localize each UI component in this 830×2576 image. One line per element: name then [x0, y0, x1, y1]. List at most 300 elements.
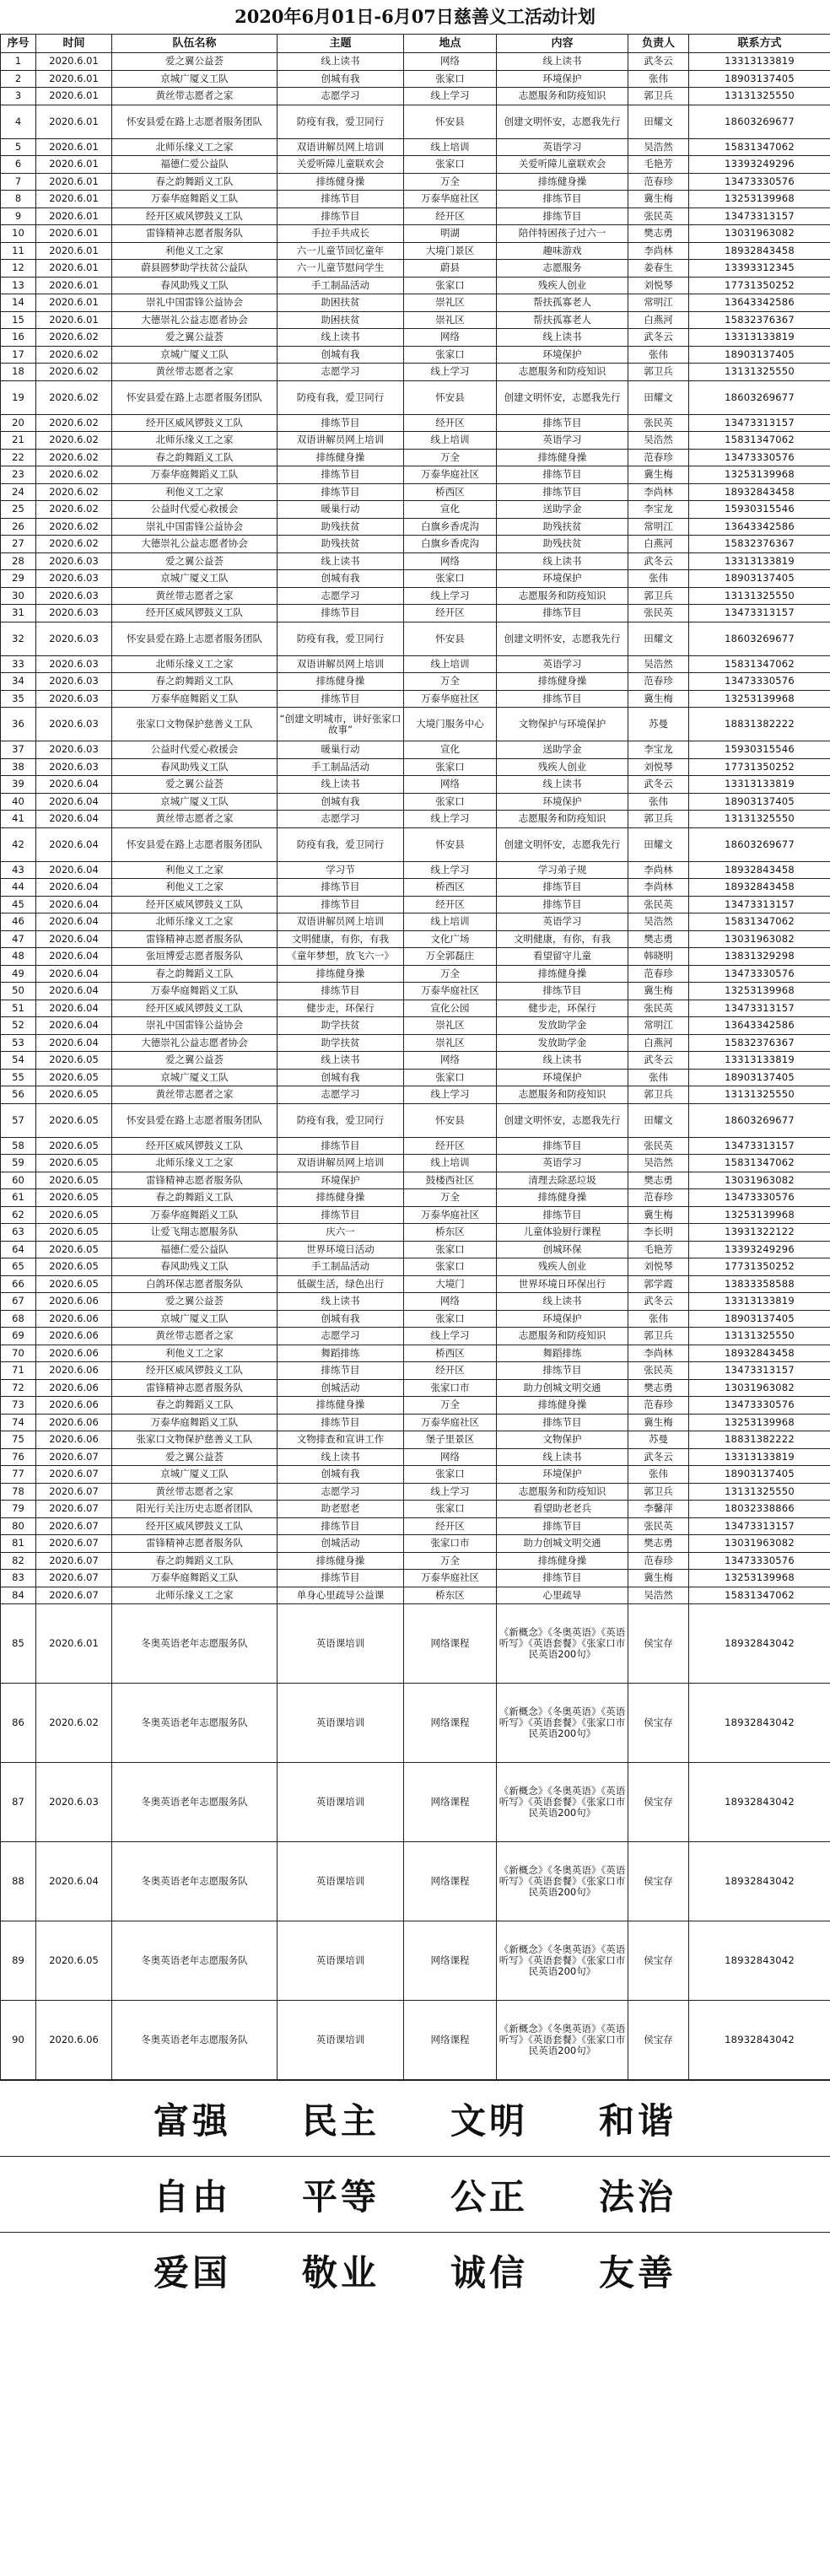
cell-content: 线上读书 [497, 1448, 628, 1466]
cell-location: 万全郭磊庄 [404, 948, 497, 966]
cell-phone: 18932843458 [689, 861, 830, 879]
cell-phone: 18932843458 [689, 1345, 830, 1362]
table-row [1, 758, 830, 776]
cell-phone: 13473330576 [689, 673, 830, 691]
cell-index: 16 [1, 329, 36, 347]
cell-theme: 单身心里疏导公益课 [278, 1587, 404, 1604]
cell-index: 8 [1, 191, 36, 208]
cell-phone: 13833358588 [689, 1275, 830, 1293]
cell-phone: 15831347062 [689, 138, 830, 156]
table-row [1, 1448, 830, 1466]
cell-content: 环境保护 [497, 1466, 628, 1484]
table-row [1, 173, 830, 191]
cell-index: 40 [1, 793, 36, 811]
cell-team: 利他义工之家 [112, 1345, 278, 1362]
cell-team: 怀安县爱在路上志愿者服务团队 [112, 1103, 278, 1137]
cell-leader: 范春珍 [628, 965, 689, 983]
cell-content: 残疾人创业 [497, 758, 628, 776]
cell-date: 2020.6.01 [36, 173, 112, 191]
cell-leader: 吴浩然 [628, 1587, 689, 1604]
cell-team: 公益时代爱心救援会 [112, 501, 278, 519]
table-row [1, 948, 830, 966]
table-row [1, 1258, 830, 1276]
table-row [1, 466, 830, 484]
cell-theme: 环境保护 [278, 1172, 404, 1189]
table-row [1, 776, 830, 794]
table-row [1, 622, 830, 655]
table-row [1, 1189, 830, 1207]
cell-index: 34 [1, 673, 36, 691]
cell-content: 英语学习 [497, 655, 628, 673]
cell-team: 北师乐缘义工之家 [112, 1587, 278, 1604]
cell-team: 利他义工之家 [112, 861, 278, 879]
table-row [1, 1501, 830, 1518]
core-value-word: 诚信 [450, 2252, 528, 2293]
cell-leader: 张伟 [628, 346, 689, 364]
cell-index: 7 [1, 173, 36, 191]
cell-phone: 18932843042 [689, 1921, 830, 2001]
core-value-word: 平等 [301, 2175, 380, 2218]
core-value-word: 富强 [153, 2099, 231, 2142]
cell-content: 排练节目 [497, 1362, 628, 1380]
cell-location: 线上培训 [404, 655, 497, 673]
column-header: 序号 [1, 35, 36, 53]
cell-location: 大境门服务中心 [404, 708, 497, 741]
cell-phone: 13031963082 [689, 1379, 830, 1397]
cell-leader: 张民英 [628, 1362, 689, 1380]
cell-theme: 排练节目 [278, 605, 404, 622]
cell-date: 2020.6.06 [36, 2001, 112, 2080]
cell-phone: 13473313157 [689, 896, 830, 913]
cell-index: 70 [1, 1345, 36, 1362]
cell-team: 经开区威风锣鼓义工队 [112, 1517, 278, 1535]
cell-phone: 18903137405 [689, 346, 830, 364]
table-row [1, 414, 830, 432]
cell-theme: 英语课培训 [278, 1604, 404, 1684]
cell-location: 崇礼区 [404, 294, 497, 312]
cell-location: 线上培训 [404, 138, 497, 156]
cell-index: 61 [1, 1189, 36, 1207]
cell-phone: 13131325550 [689, 88, 830, 105]
cell-location: 鼓楼西社区 [404, 1172, 497, 1189]
cell-theme: 六一儿童节回忆童年 [278, 242, 404, 260]
table-row [1, 1431, 830, 1449]
cell-theme: 助老慰老 [278, 1501, 404, 1518]
cell-index: 73 [1, 1397, 36, 1415]
cell-leader: 田耀文 [628, 1103, 689, 1137]
cell-leader: 姜春生 [628, 260, 689, 278]
table-row [1, 53, 830, 71]
cell-index: 60 [1, 1172, 36, 1189]
cell-location: 张家口 [404, 1466, 497, 1484]
cell-theme: 英语课培训 [278, 1763, 404, 1842]
table-row [1, 1034, 830, 1052]
cell-content: 助残扶贫 [497, 536, 628, 553]
table-row [1, 2001, 830, 2080]
cell-location: 怀安县 [404, 380, 497, 414]
table-row [1, 1763, 830, 1842]
cell-content: 排练节目 [497, 896, 628, 913]
cell-content: 创建文明怀安，志愿我先行 [497, 105, 628, 138]
cell-theme: 英语课培训 [278, 1921, 404, 2001]
cell-team: 京城广厦义工队 [112, 1069, 278, 1086]
cell-phone: 15831347062 [689, 432, 830, 450]
cell-content: 文物保护与环境保护 [497, 708, 628, 741]
cell-team: 经开区威风锣鼓义工队 [112, 414, 278, 432]
cell-location: 线上培训 [404, 913, 497, 931]
cell-content: 排练节目 [497, 414, 628, 432]
cell-phone: 13473313157 [689, 1137, 830, 1155]
cell-team: 大德崇礼公益志愿者协会 [112, 311, 278, 329]
cell-team: 雷锋精神志愿者服务队 [112, 1535, 278, 1553]
table-row [1, 138, 830, 156]
cell-date: 2020.6.05 [36, 1921, 112, 2001]
cell-location: 张家口 [404, 758, 497, 776]
activity-plan-table [0, 34, 830, 2080]
column-header: 时间 [36, 35, 112, 53]
cell-index: 1 [1, 53, 36, 71]
cell-team: 万泰华庭舞蹈义工队 [112, 1206, 278, 1224]
cell-index: 33 [1, 655, 36, 673]
cell-content: 志愿服务和防疫知识 [497, 1086, 628, 1104]
cell-date: 2020.6.07 [36, 1570, 112, 1587]
cell-phone: 13131325550 [689, 811, 830, 828]
cell-content: 发放助学金 [497, 1034, 628, 1052]
cell-phone: 18932843042 [689, 2001, 830, 2080]
cell-phone: 18831382222 [689, 708, 830, 741]
cell-content: 文物保护 [497, 1431, 628, 1449]
cell-leader: 郭卫兵 [628, 1086, 689, 1104]
cell-date: 2020.6.04 [36, 948, 112, 966]
table-row [1, 1517, 830, 1535]
cell-date: 2020.6.02 [36, 346, 112, 364]
cell-leader: 张伟 [628, 793, 689, 811]
cell-content: 排练节目 [497, 207, 628, 225]
cell-phone: 13131325550 [689, 1483, 830, 1501]
cell-content: 创建文明怀安，志愿我先行 [497, 622, 628, 655]
core-value-word: 自由 [153, 2175, 231, 2218]
table-row [1, 1552, 830, 1570]
cell-date: 2020.6.06 [36, 1345, 112, 1362]
cell-content: 创建文明怀安，志愿我先行 [497, 827, 628, 861]
cell-index: 14 [1, 294, 36, 312]
cell-date: 2020.6.04 [36, 965, 112, 983]
cell-index: 2 [1, 70, 36, 88]
table-row [1, 260, 830, 278]
cell-team: 雷锋精神志愿者服务队 [112, 930, 278, 948]
cell-phone: 13031963082 [689, 225, 830, 243]
table-row [1, 879, 830, 897]
cell-team: 崇礼中国雷锋公益协会 [112, 1017, 278, 1035]
cell-phone: 18932843458 [689, 242, 830, 260]
cell-phone: 13473313157 [689, 1000, 830, 1017]
cell-content: 排练健身操 [497, 449, 628, 466]
cell-date: 2020.6.05 [36, 1189, 112, 1207]
cell-index: 68 [1, 1310, 36, 1328]
cell-location: 网络 [404, 552, 497, 570]
cell-location: 张家口 [404, 793, 497, 811]
cell-date: 2020.6.05 [36, 1241, 112, 1258]
cell-leader: 苏曼 [628, 708, 689, 741]
core-values-banner [0, 2080, 830, 2309]
table-row [1, 1086, 830, 1104]
cell-team: 冬奥英语老年志愿服务队 [112, 1842, 278, 1921]
cell-leader: 范春珍 [628, 673, 689, 691]
cell-location: 网络课程 [404, 1604, 497, 1684]
cell-theme: 手工制品活动 [278, 758, 404, 776]
cell-theme: 志愿学习 [278, 364, 404, 381]
cell-phone: 13253139968 [689, 1570, 830, 1587]
cell-team: 黄丝带志愿者之家 [112, 364, 278, 381]
cell-index: 46 [1, 913, 36, 931]
cell-location: 网络 [404, 776, 497, 794]
cell-content: 文明健康，有你，有我 [497, 930, 628, 948]
cell-phone: 15831347062 [689, 1587, 830, 1604]
cell-location: 桥东区 [404, 1587, 497, 1604]
cell-index: 63 [1, 1224, 36, 1242]
cell-team: 春风助残义工队 [112, 1258, 278, 1276]
cell-team: 冬奥英语老年志愿服务队 [112, 2001, 278, 2080]
cell-content: 创城环保 [497, 1241, 628, 1258]
cell-index: 23 [1, 466, 36, 484]
cell-phone: 13031963082 [689, 1535, 830, 1553]
cell-phone: 18603269677 [689, 105, 830, 138]
cell-content: 环境保护 [497, 346, 628, 364]
cell-content: 线上读书 [497, 53, 628, 71]
cell-location: 大境门景区 [404, 242, 497, 260]
cell-date: 2020.6.03 [36, 673, 112, 691]
cell-phone: 15930315546 [689, 501, 830, 519]
cell-index: 19 [1, 380, 36, 414]
table-row [1, 1362, 830, 1380]
cell-phone: 18932843042 [689, 1763, 830, 1842]
cell-phone: 15930315546 [689, 741, 830, 759]
table-row [1, 501, 830, 519]
table-row [1, 811, 830, 828]
table-row [1, 1069, 830, 1086]
cell-leader: 田耀文 [628, 105, 689, 138]
cell-phone: 18932843458 [689, 879, 830, 897]
cell-theme: 学习节 [278, 861, 404, 879]
cell-leader: 张民英 [628, 1517, 689, 1535]
cell-location: 张家口市 [404, 1379, 497, 1397]
cell-location: 怀安县 [404, 827, 497, 861]
cell-location: 万泰华庭社区 [404, 466, 497, 484]
cell-theme: 志愿学习 [278, 587, 404, 605]
column-header: 内容 [497, 35, 628, 53]
table-row [1, 225, 830, 243]
cell-date: 2020.6.05 [36, 1052, 112, 1070]
cell-team: 爱之翼公益荟 [112, 1448, 278, 1466]
cell-date: 2020.6.02 [36, 449, 112, 466]
table-row [1, 1570, 830, 1587]
cell-team: 大德崇礼公益志愿者协会 [112, 1034, 278, 1052]
cell-date: 2020.6.03 [36, 758, 112, 776]
cell-content: 排练节目 [497, 983, 628, 1000]
cell-theme: 手工制品活动 [278, 1258, 404, 1276]
cell-index: 48 [1, 948, 36, 966]
cell-location: 怀安县 [404, 622, 497, 655]
cell-theme: 排练节目 [278, 1414, 404, 1431]
cell-location: 万泰华庭社区 [404, 191, 497, 208]
cell-theme: 防疫有我，爱卫同行 [278, 622, 404, 655]
table-row [1, 311, 830, 329]
cell-location: 怀安县 [404, 105, 497, 138]
cell-leader: 李宝龙 [628, 501, 689, 519]
cell-team: 怀安县爱在路上志愿者服务团队 [112, 622, 278, 655]
cell-leader: 李尚林 [628, 242, 689, 260]
cell-location: 网络 [404, 1448, 497, 1466]
cell-index: 58 [1, 1137, 36, 1155]
cell-team: 春之韵舞蹈义工队 [112, 1552, 278, 1570]
cell-phone: 13253139968 [689, 466, 830, 484]
cell-leader: 白燕河 [628, 1034, 689, 1052]
cell-date: 2020.6.05 [36, 1224, 112, 1242]
cell-content: 帮扶孤寡老人 [497, 311, 628, 329]
cell-location: 张家口市 [404, 1535, 497, 1553]
cell-phone: 13253139968 [689, 1414, 830, 1431]
cell-phone: 13473330576 [689, 449, 830, 466]
table-row [1, 1275, 830, 1293]
cell-leader: 李尚林 [628, 1345, 689, 1362]
cell-location: 万泰华庭社区 [404, 1414, 497, 1431]
table-row [1, 655, 830, 673]
table-row [1, 1345, 830, 1362]
table-row [1, 1172, 830, 1189]
cell-date: 2020.6.01 [36, 70, 112, 88]
cell-team: 冬奥英语老年志愿服务队 [112, 1604, 278, 1684]
table-row [1, 913, 830, 931]
cell-content: 环境保护 [497, 570, 628, 588]
cell-index: 31 [1, 605, 36, 622]
cell-leader: 樊志勇 [628, 930, 689, 948]
cell-team: 万泰华庭舞蹈义工队 [112, 466, 278, 484]
cell-theme: 创城有我 [278, 570, 404, 588]
cell-theme: 世界环境日活动 [278, 1241, 404, 1258]
table-row [1, 70, 830, 88]
cell-theme: 英语课培训 [278, 1842, 404, 1921]
cell-content: 环境保护 [497, 1069, 628, 1086]
cell-team: 福德仁爱公益队 [112, 1241, 278, 1258]
cell-leader: 樊志勇 [628, 1535, 689, 1553]
cell-index: 81 [1, 1535, 36, 1553]
table-row [1, 861, 830, 879]
cell-leader: 冀生梅 [628, 1570, 689, 1587]
cell-date: 2020.6.04 [36, 983, 112, 1000]
cell-leader: 毛艳芳 [628, 1241, 689, 1258]
cell-date: 2020.6.04 [36, 861, 112, 879]
cell-leader: 冀生梅 [628, 983, 689, 1000]
cell-index: 3 [1, 88, 36, 105]
table-row [1, 1328, 830, 1345]
cell-location: 线上培训 [404, 1155, 497, 1172]
cell-date: 2020.6.06 [36, 1431, 112, 1449]
cell-date: 2020.6.03 [36, 605, 112, 622]
cell-phone: 13313133819 [689, 1448, 830, 1466]
column-header: 负责人 [628, 35, 689, 53]
cell-theme: 线上读书 [278, 329, 404, 347]
cell-phone: 13473313157 [689, 605, 830, 622]
cell-index: 41 [1, 811, 36, 828]
core-values-row [0, 2233, 830, 2309]
cell-content: 《新概念》《冬奥英语》《英语听写》《英语套餐》《张家口市民英语200句》 [497, 1842, 628, 1921]
cell-location: 经开区 [404, 896, 497, 913]
cell-theme: 创城有我 [278, 70, 404, 88]
cell-date: 2020.6.03 [36, 690, 112, 708]
table-row [1, 1224, 830, 1242]
cell-team: 黄丝带志愿者之家 [112, 587, 278, 605]
cell-phone: 18903137405 [689, 1466, 830, 1484]
cell-theme: 健步走，环保行 [278, 1000, 404, 1017]
cell-leader: 李馨萍 [628, 1501, 689, 1518]
cell-content: 《新概念》《冬奥英语》《英语听写》《英语套餐》《张家口市民英语200句》 [497, 1604, 628, 1684]
cell-phone: 13313133819 [689, 776, 830, 794]
cell-date: 2020.6.06 [36, 1379, 112, 1397]
cell-theme: 创城有我 [278, 346, 404, 364]
cell-theme: 排练健身操 [278, 1189, 404, 1207]
cell-phone: 13313133819 [689, 1293, 830, 1311]
table-row [1, 277, 830, 294]
cell-phone: 13313133819 [689, 1052, 830, 1070]
cell-team: 公益时代爱心救援会 [112, 741, 278, 759]
cell-leader: 白燕河 [628, 311, 689, 329]
cell-leader: 吴浩然 [628, 1155, 689, 1172]
cell-theme: 排练健身操 [278, 449, 404, 466]
cell-index: 37 [1, 741, 36, 759]
cell-index: 12 [1, 260, 36, 278]
cell-phone: 13393249296 [689, 1241, 830, 1258]
cell-theme: 庆六一 [278, 1224, 404, 1242]
cell-content: 《新概念》《冬奥英语》《英语听写》《英语套餐》《张家口市民英语200句》 [497, 1921, 628, 2001]
cell-date: 2020.6.05 [36, 1275, 112, 1293]
cell-team: 京城广厦义工队 [112, 570, 278, 588]
cell-theme: 助残扶贫 [278, 536, 404, 553]
cell-content: 助力创城文明交通 [497, 1379, 628, 1397]
cell-leader: 李尚林 [628, 879, 689, 897]
cell-date: 2020.6.01 [36, 1604, 112, 1684]
cell-index: 20 [1, 414, 36, 432]
cell-index: 28 [1, 552, 36, 570]
table-row [1, 1466, 830, 1484]
cell-team: 黄丝带志愿者之家 [112, 88, 278, 105]
cell-phone: 13831329298 [689, 948, 830, 966]
cell-content: 排练健身操 [497, 965, 628, 983]
cell-index: 39 [1, 776, 36, 794]
cell-leader: 侯宝存 [628, 1604, 689, 1684]
table-row [1, 1310, 830, 1328]
cell-index: 6 [1, 156, 36, 174]
cell-phone: 18932843042 [689, 1842, 830, 1921]
cell-theme: 助学扶贫 [278, 1017, 404, 1035]
cell-team: 怀安县爱在路上志愿者服务团队 [112, 380, 278, 414]
cell-leader: 武冬云 [628, 1052, 689, 1070]
cell-theme: 排练节目 [278, 1137, 404, 1155]
cell-content: 线上读书 [497, 552, 628, 570]
table-row [1, 329, 830, 347]
cell-date: 2020.6.02 [36, 414, 112, 432]
cell-location: 经开区 [404, 1517, 497, 1535]
cell-content: 发放助学金 [497, 1017, 628, 1035]
cell-location: 白旗乡香虎沟 [404, 518, 497, 536]
cell-location: 线上学习 [404, 1086, 497, 1104]
cell-date: 2020.6.06 [36, 1397, 112, 1415]
cell-location: 蔚县 [404, 260, 497, 278]
cell-index: 85 [1, 1604, 36, 1684]
cell-content: 清理去除恶垃圾 [497, 1172, 628, 1189]
cell-theme: “创建文明城市，讲好张家口故事” [278, 708, 404, 741]
cell-theme: 舞蹈排练 [278, 1345, 404, 1362]
cell-date: 2020.6.04 [36, 811, 112, 828]
